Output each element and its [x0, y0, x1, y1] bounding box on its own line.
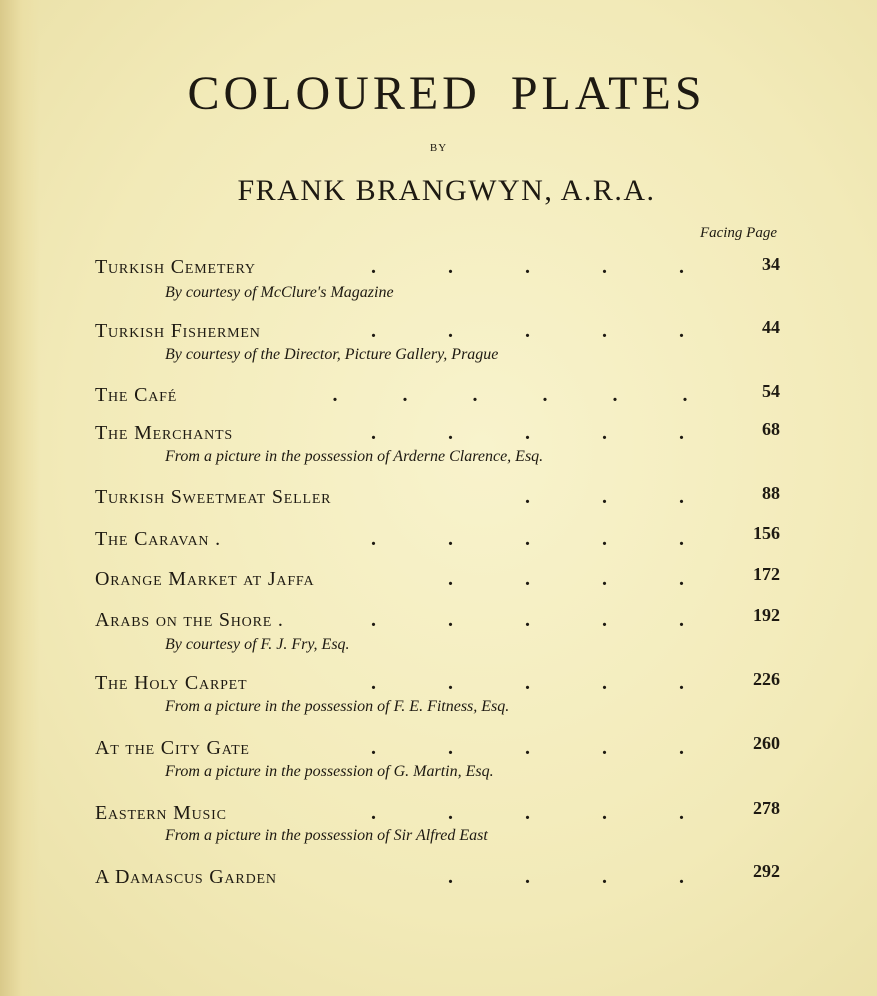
page-number: 34: [762, 254, 780, 274]
plate-credit: By courtesy of F. J. Fry, Esq.: [165, 636, 350, 653]
dot-leader: . . . . .: [371, 609, 684, 631]
plate-credit: From a picture in the possession of Arderne Clarence, Esq.: [165, 448, 544, 465]
page-number: 44: [762, 317, 780, 337]
plate-title: Turkish Cemetery: [95, 256, 256, 278]
page-number: 156: [753, 523, 780, 543]
plate-title: Eastern Music: [95, 802, 227, 824]
plate-credit: From a picture in the possession of G. Martin, Esq.: [165, 763, 494, 780]
dot-leader: . . . . .: [371, 737, 684, 759]
plate-title: Turkish Sweetmeat Seller: [95, 486, 332, 508]
page-number: 88: [762, 483, 780, 503]
plate-credit: By courtesy of McClure's Magazine: [165, 284, 394, 301]
page-number: 192: [753, 605, 780, 625]
by-line: BY: [429, 142, 448, 154]
dot-leader: . . . . .: [371, 256, 684, 278]
page-number: 226: [753, 669, 780, 689]
plate-credit: From a picture in the possession of F. E. Fitness, Esq.: [165, 698, 510, 715]
plate-title: At the City Gate: [95, 737, 250, 759]
dot-leader: . . . . .: [371, 422, 684, 444]
plate-credit: By courtesy of the Director, Picture Gallery, Prague: [165, 346, 499, 363]
page-number: 292: [753, 861, 780, 881]
dot-leader: . . . . .: [371, 802, 684, 824]
facing-page-header: Facing Page: [699, 225, 777, 241]
dot-leader: . . . . .: [371, 528, 684, 550]
page-title: COLOURED PLATES: [187, 67, 706, 120]
plate-title: The Caravan .: [95, 528, 221, 550]
dot-leader: . . . . .: [371, 320, 684, 342]
page-number: 172: [753, 564, 780, 584]
plate-title: The Merchants: [95, 422, 233, 444]
plate-title: A Damascus Garden: [95, 866, 277, 888]
page-number: 278: [753, 798, 780, 818]
dot-leader: . . . .: [448, 866, 684, 888]
page-number: 68: [762, 419, 780, 439]
plate-title: The Holy Carpet: [95, 672, 248, 694]
plate-title: Turkish Fishermen: [95, 320, 261, 342]
plate-credit: From a picture in the possession of Sir Alfred East: [165, 827, 488, 844]
page-number: 54: [762, 381, 780, 401]
author-name: FRANK BRANGWYN, A.R.A.: [237, 174, 656, 207]
dot-leader: . . .: [525, 486, 684, 508]
plate-title: The Café: [95, 384, 178, 406]
dot-leader: . . . .: [448, 568, 684, 590]
dot-leader: . . . . . .: [332, 384, 688, 406]
page-number: 260: [753, 733, 780, 753]
dot-leader: . . . . .: [371, 672, 684, 694]
plate-title: Orange Market at Jaffa: [95, 568, 315, 590]
plate-title: Arabs on the Shore .: [95, 609, 284, 631]
